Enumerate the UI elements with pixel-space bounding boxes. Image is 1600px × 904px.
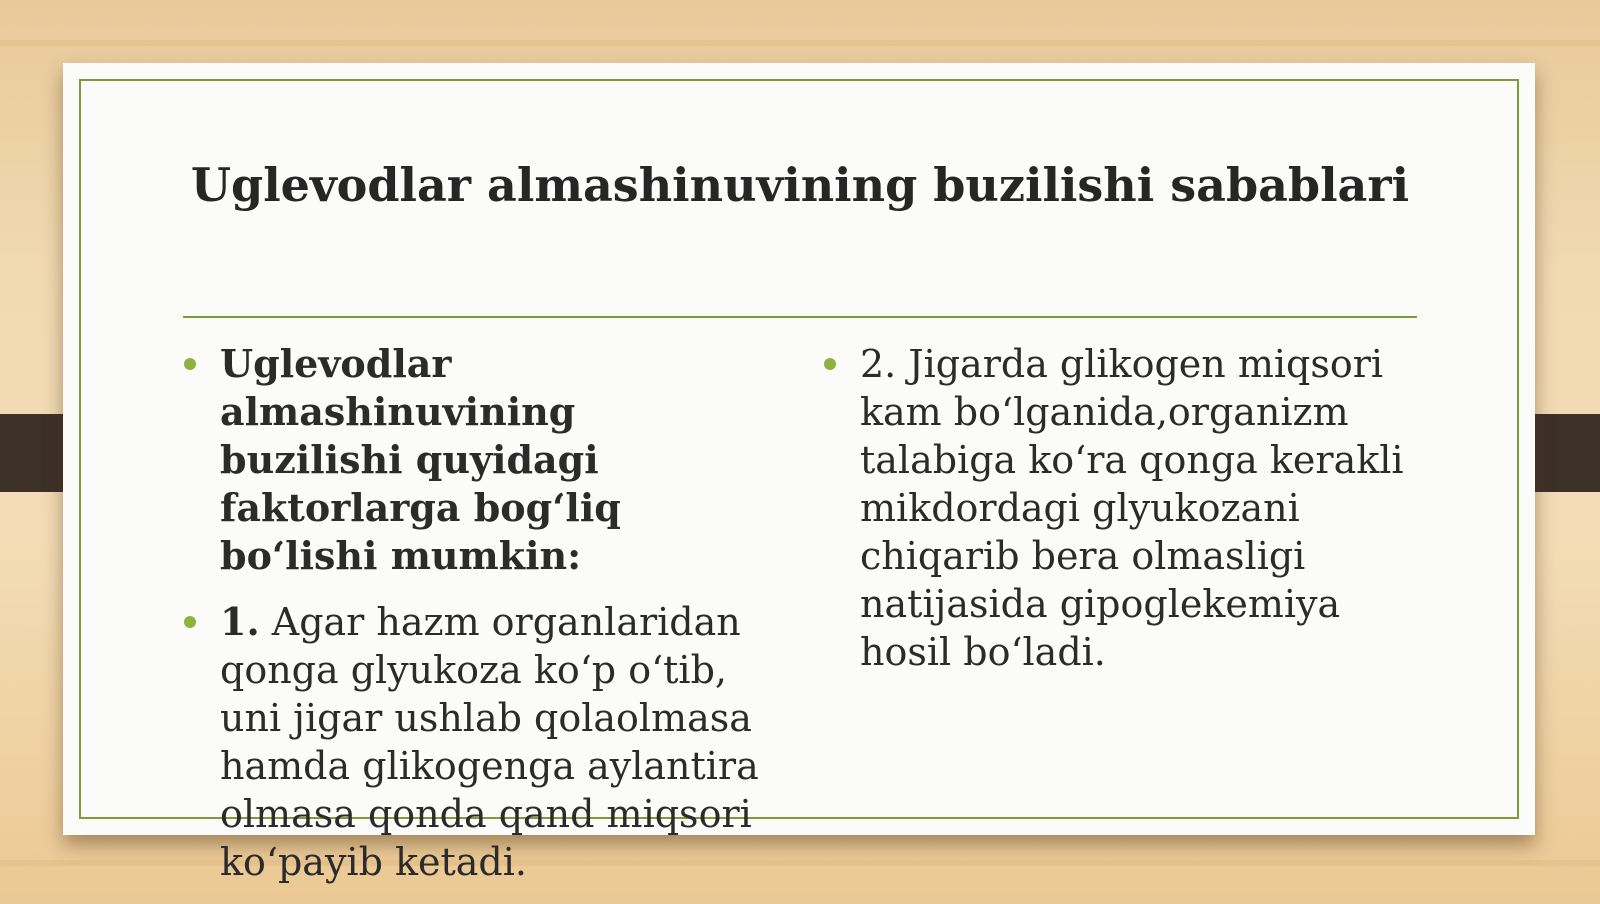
list-item bbox=[180, 340, 760, 580]
bullet-icon bbox=[184, 616, 196, 628]
bullet-text: Agar hazm organlaridan qonga glyukoza ko‘p o‘tib, uni jigar ushlab qolaolmasa hamda glikogenga aylantira olmasa qonda qand miqsori ko‘payib ketadi. bbox=[220, 600, 759, 884]
bullet-number: 1. bbox=[220, 599, 260, 644]
left-column bbox=[180, 340, 760, 904]
wood-grain bbox=[0, 40, 1600, 46]
list-item bbox=[820, 340, 1420, 676]
right-bullet-list bbox=[820, 340, 1420, 676]
list-item bbox=[180, 598, 760, 886]
bullet-icon bbox=[184, 358, 196, 370]
bullet-text: 2. Jigarda glikogen miqsori kam bo‘lganida,organizm talabiga ko‘ra qonga kerakli mikdordagi glyukozani chiqarib bera olmasligi natijasida gipoglekemiya hosil bo‘ladi. bbox=[860, 342, 1404, 674]
bullet-icon bbox=[824, 358, 836, 370]
right-column bbox=[820, 340, 1420, 694]
bullet-bold-text: Uglevodlar almashinuvining buzilishi quyidagi faktorlarga bog‘liq bo‘lishi mumkin: bbox=[220, 341, 621, 578]
title-divider bbox=[183, 316, 1417, 318]
left-bullet-list bbox=[180, 340, 760, 886]
slide-title: Uglevodlar almashinuvining buzilishi sabablari bbox=[190, 158, 1410, 212]
